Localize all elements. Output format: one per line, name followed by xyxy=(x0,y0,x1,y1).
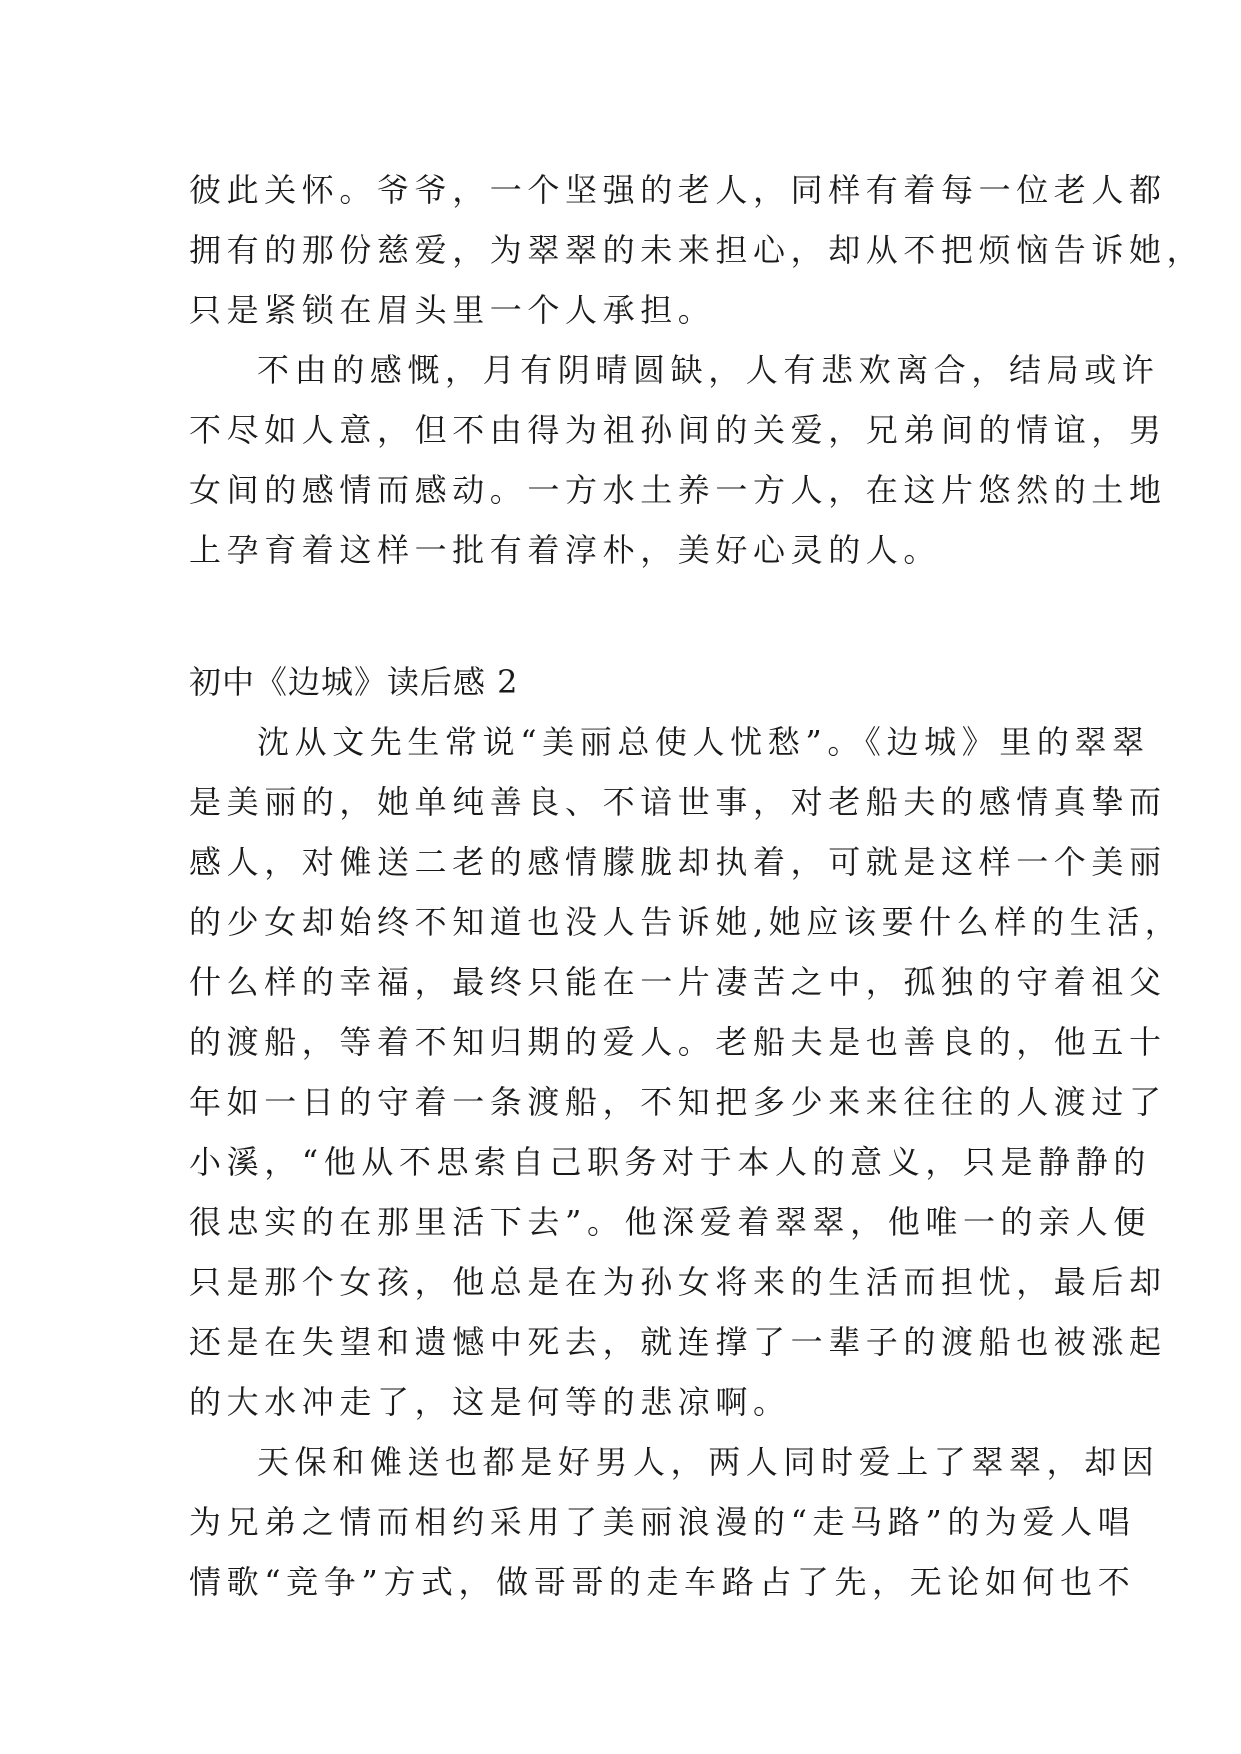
text-line: 不由的感慨，月有阴晴圆缺，人有悲欢离合，结局或许 xyxy=(257,351,1160,389)
text-line: 是美丽的，她单纯善良、不谙世事，对老船夫的感情真挚而 xyxy=(189,783,1167,821)
text-line: 天保和傩送也都是好男人，两人同时爱上了翠翠，却因 xyxy=(257,1443,1160,1481)
text-line: 情歌“竞争”方式，做哥哥的走车路占了先，无论如何也不 xyxy=(189,1563,1136,1601)
text-line: 女间的感情而感动。一方水土养一方人，在这片悠然的土地 xyxy=(189,471,1167,509)
paragraph xyxy=(189,160,1205,340)
text-line: 年如一日的守着一条渡船，不知把多少来来往往的人渡过了 xyxy=(189,1083,1167,1121)
section-spacer xyxy=(189,580,1047,652)
text-line: 小溪，“他从不思索自己职务对于本人的意义，只是静静的 xyxy=(189,1143,1151,1181)
text-line: 很忠实的在那里活下去”。他深爱着翠翠，他唯一的亲人便 xyxy=(189,1203,1151,1241)
text-line: 还是在失望和遗憾中死去，就连撑了一辈子的渡船也被涨起 xyxy=(189,1323,1167,1361)
text-line: 为兄弟之情而相约采用了美丽浪漫的“走马路”的为爱人唱 xyxy=(189,1503,1136,1541)
text-line: 的渡船，等着不知归期的爱人。老船夫是也善良的，他五十 xyxy=(189,1023,1167,1061)
text-line: 彼此关怀。爷爷，一个坚强的老人，同样有着每一位老人都 xyxy=(189,171,1167,209)
text-line: 沈从文先生常说“美丽总使人忧愁”。《边城》里的翠翠 xyxy=(257,723,1150,761)
text-line: 的少女却始终不知道也没人告诉她,她应该要什么样的生活， xyxy=(189,903,1183,941)
text-line: 拥有的那份慈爱，为翠翠的未来担心，却从不把烦恼告诉她， xyxy=(189,231,1205,269)
text-line: 不尽如人意，但不由得为祖孙间的关爱，兄弟间的情谊，男 xyxy=(189,411,1167,449)
text-line: 的大水冲走了，这是何等的悲凉啊。 xyxy=(189,1383,791,1421)
text-line: 什么样的幸福，最终只能在一片凄苦之中，孤独的守着祖父 xyxy=(189,963,1167,1001)
document-body xyxy=(189,160,1205,1612)
paragraph xyxy=(189,340,1167,580)
text-line: 上孕育着这样一批有着淳朴，美好心灵的人。 xyxy=(189,531,942,569)
text-line: 只是紧锁在眉头里一个人承担。 xyxy=(189,291,716,329)
paragraph xyxy=(189,1432,1160,1612)
text-line: 感人，对傩送二老的感情朦胧却执着，可就是这样一个美丽 xyxy=(189,843,1167,881)
text-line: 只是那个女孩，他总是在为孙女将来的生活而担忧，最后却 xyxy=(189,1263,1167,1301)
paragraph xyxy=(189,712,1183,1432)
section-title: 初中《边城》读后感 2 xyxy=(189,663,519,701)
